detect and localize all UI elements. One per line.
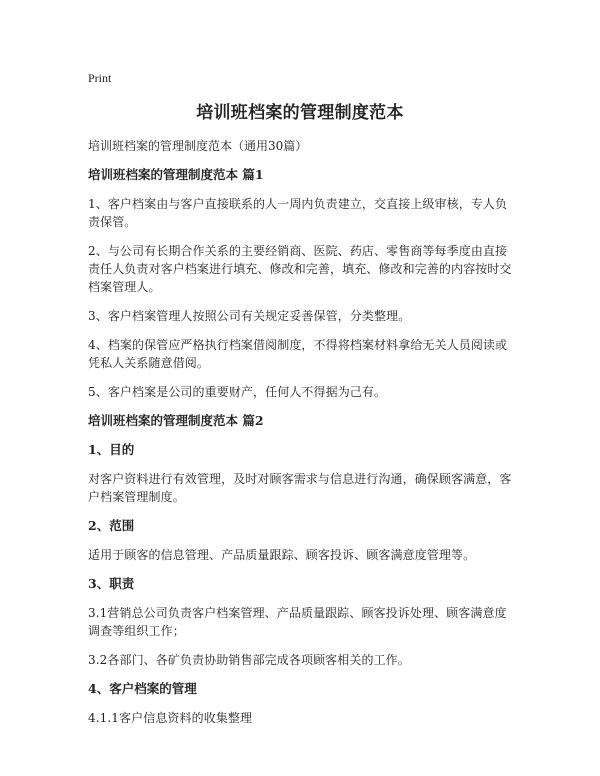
scope-text: 适用于顾客的信息管理、产品质量跟踪、顾客投诉、顾客满意度管理等。 <box>88 548 476 562</box>
section-1-paragraph-1: 1、客户档案由与客户直接联系的人一周内负责建立，交直接上级审核，专人负责保管。 <box>88 197 508 229</box>
section-1-paragraph-3: 3、客户档案管理人按照公司有关规定妥善保管，分类整理。 <box>88 309 411 323</box>
print-label: Print <box>88 71 112 85</box>
scope-heading: 2、范围 <box>88 518 135 533</box>
document-subtitle: 培训班档案的管理制度范本（通用30篇） <box>88 139 308 153</box>
responsibility-heading: 3、职责 <box>88 576 135 591</box>
document-title: 培训班档案的管理制度范本 <box>196 103 404 123</box>
section-1-paragraph-4: 4、档案的保管应严格执行档案借阅制度，不得将档案材料拿给无关人员阅读或凭私人关系随意借阅。 <box>88 338 508 370</box>
section-1-heading: 培训班档案的管理制度范本 篇1 <box>88 167 264 182</box>
section-2-heading: 培训班档案的管理制度范本 篇2 <box>88 413 264 428</box>
section-1-paragraph-2: 2、与公司有长期合作关系的主要经销商、医院、药店、零售商等每季度由直接责任人负责对客户档案进行填充、修改和完善，填充、修改和完善的内容按时交档案管理人。 <box>88 244 512 294</box>
purpose-heading: 1、目的 <box>88 442 135 457</box>
section-1-paragraph-5: 5、客户档案是公司的重要财产，任何人不得据为己有。 <box>88 385 387 399</box>
archive-management-heading: 4、客户档案的管理 <box>88 681 197 696</box>
responsibility-text-2: 3.2各部门、各矿负责协助销售部完成各项顾客相关的工作。 <box>88 653 410 667</box>
responsibility-text-1: 3.1营销总公司负责客户档案管理、产品质量跟踪、顾客投诉处理、顾客满意度调查等组织工作； <box>88 606 507 638</box>
purpose-text: 对客户资料进行有效管理，及时对顾客需求与信息进行沟通，确保顾客满意，客户档案管理制度。 <box>88 472 512 504</box>
archive-management-text: 4.1.1客户信息资料的收集整理 <box>88 711 253 725</box>
